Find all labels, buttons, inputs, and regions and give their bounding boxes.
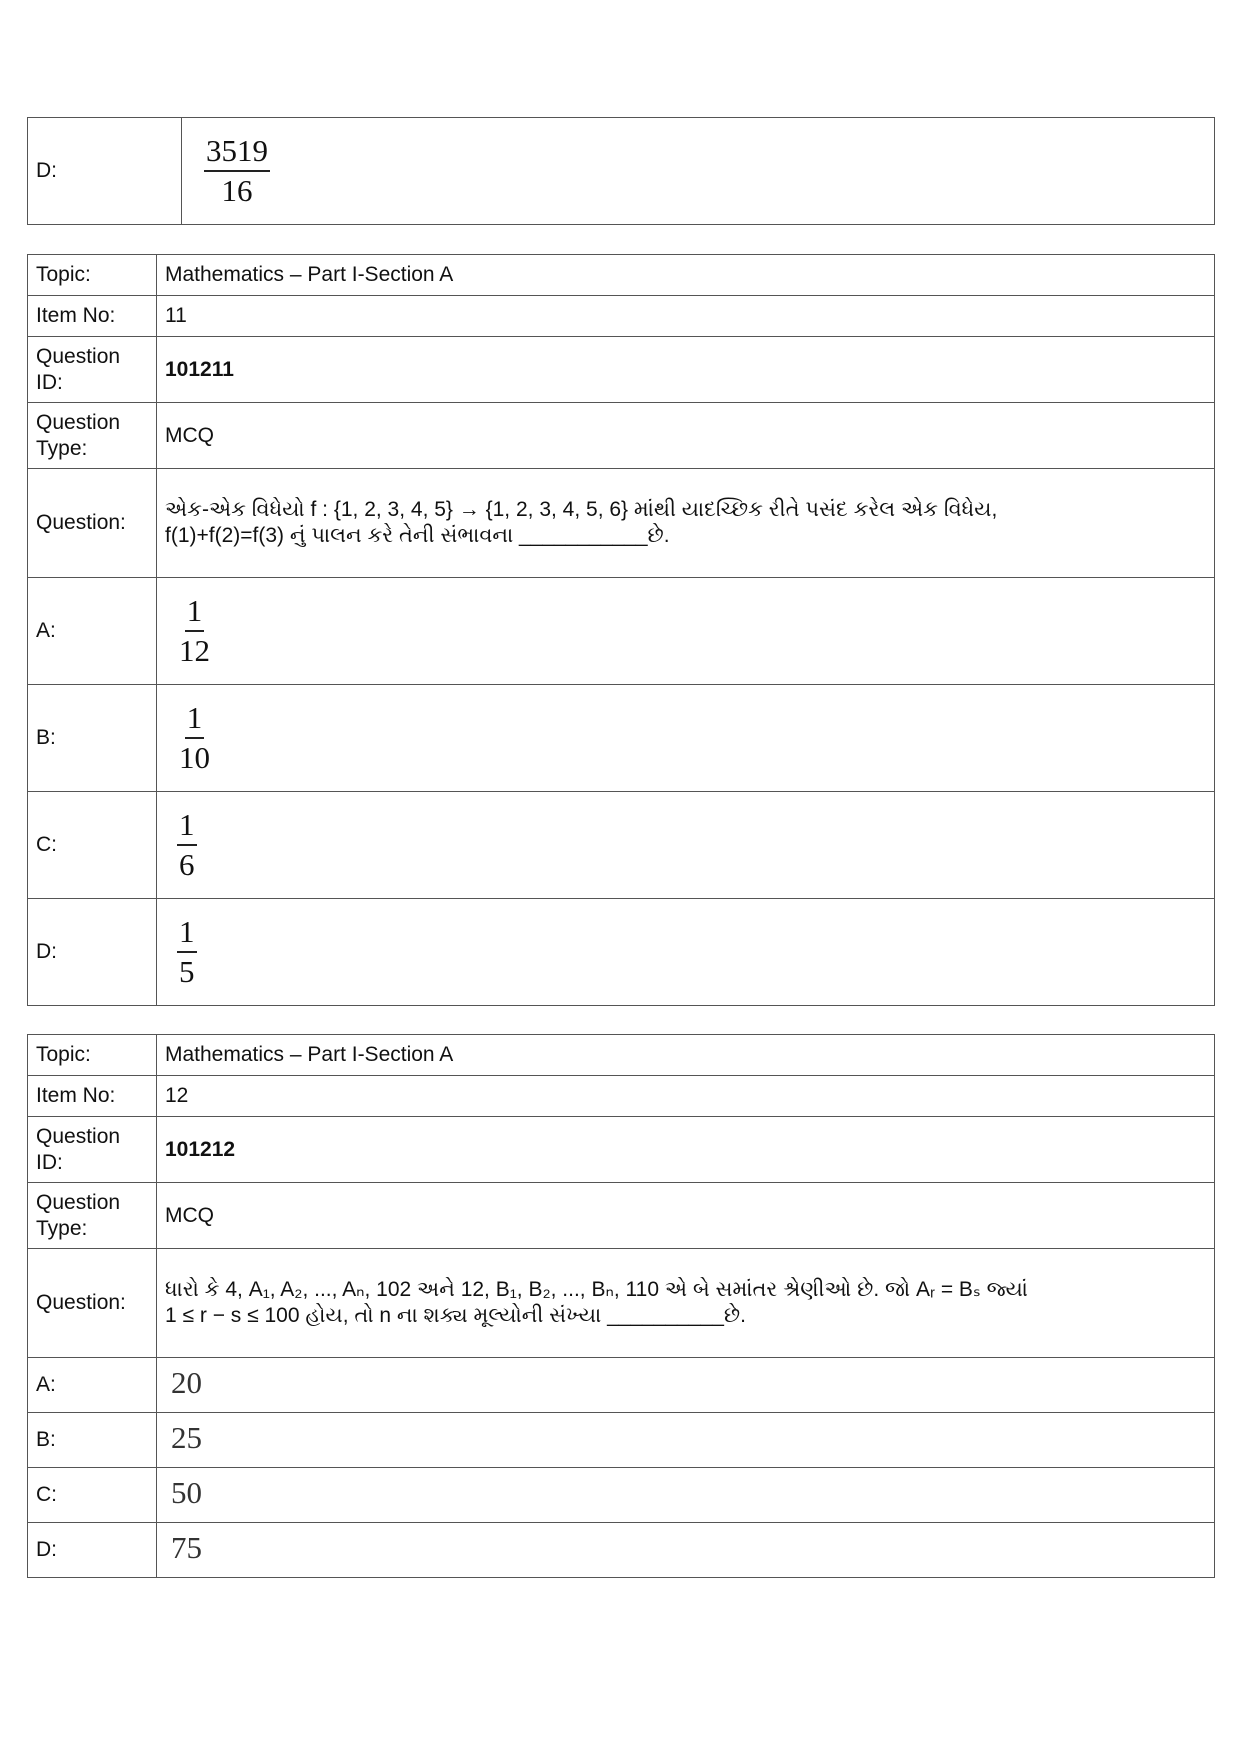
option-b-label: B:: [28, 685, 157, 792]
fraction-numerator: 1: [185, 701, 205, 739]
option-a-number: 20: [171, 1365, 202, 1400]
item-no-value: 12: [157, 1076, 1215, 1117]
option-d-label: D:: [28, 118, 182, 225]
option-a-value: [157, 578, 1215, 685]
option-c-value: [157, 1468, 1215, 1523]
option-d-label: D:: [28, 899, 157, 1006]
fraction-numerator: 1: [177, 808, 197, 846]
option-c-label: C:: [28, 1468, 157, 1523]
question-table-item-12: [27, 1034, 1215, 1578]
option-b-label: B:: [28, 1413, 157, 1468]
item-no-label: Item No:: [28, 1076, 157, 1117]
option-d-value: [157, 1523, 1215, 1578]
question-text: [157, 1249, 1215, 1358]
fraction-numerator: 3519: [204, 134, 270, 172]
question-table-item-11: [27, 254, 1215, 1006]
topic-value: Mathematics – Part I-Section A: [157, 255, 1215, 296]
fraction-denominator: 12: [179, 633, 210, 668]
option-d-number: 75: [171, 1530, 202, 1565]
option-c-number: 50: [171, 1475, 202, 1510]
option-c-label: C:: [28, 792, 157, 899]
item-no-label: Item No:: [28, 296, 157, 337]
question-type-value: MCQ: [157, 1183, 1215, 1249]
item-no-value: 11: [157, 296, 1215, 337]
option-a-value: [157, 1358, 1215, 1413]
question-label: Question:: [28, 469, 157, 578]
option-c-fraction: [177, 808, 197, 882]
option-a-fraction: [177, 594, 212, 668]
question-line-1: ધારો કે 4, A₁, A₂, ..., Aₙ, 102 અને 12, B₁, B₂, ..., Bₙ, 110 એ બે સમાંતર શ્રેણીઓ છે. જો Aᵣ = Bₛ જ્યાં: [165, 1278, 1028, 1301]
option-b-value: [157, 685, 1215, 792]
topic-label: Topic:: [28, 1035, 157, 1076]
question-id-label: Question ID:: [28, 1117, 157, 1183]
topic-label: Topic:: [28, 255, 157, 296]
question-type-label: Question Type:: [28, 403, 157, 469]
fraction-numerator: 1: [177, 915, 197, 953]
option-d-value: [157, 899, 1215, 1006]
option-d-value: [182, 118, 1215, 225]
option-a-label: A:: [28, 578, 157, 685]
option-c-value: [157, 792, 1215, 899]
question-line-2: 1 ≤ r − s ≤ 100 હોય, તો n ના શક્ય મૂલ્યોની સંખ્યા __________છે.: [165, 1304, 746, 1327]
question-line-2: f(1)+f(2)=f(3) નું પાલન કરે તેની સંભાવના ___________છે.: [165, 524, 670, 547]
option-b-fraction: [177, 701, 212, 775]
previous-question-table: [27, 117, 1215, 225]
option-d-fraction: [204, 134, 270, 208]
question-id-value: 101212: [157, 1117, 1215, 1183]
fraction-denominator: 16: [221, 173, 253, 208]
question-type-value: MCQ: [157, 403, 1215, 469]
question-line-1: એક-એક વિધેયો f : {1, 2, 3, 4, 5} → {1, 2, 3, 4, 5, 6} માંથી યાદચ્છિક રીતે પસંદ કરેલ એક વિધેય,: [165, 498, 998, 521]
question-id-label: Question ID:: [28, 337, 157, 403]
topic-value: Mathematics – Part I-Section A: [157, 1035, 1215, 1076]
question-text: [157, 469, 1215, 578]
question-id-value: 101211: [157, 337, 1215, 403]
fraction-numerator: 1: [185, 594, 205, 632]
option-d-label: D:: [28, 1523, 157, 1578]
question-label: Question:: [28, 1249, 157, 1358]
option-a-label: A:: [28, 1358, 157, 1413]
option-d-fraction: [177, 915, 197, 989]
option-b-value: [157, 1413, 1215, 1468]
fraction-denominator: 10: [179, 740, 210, 775]
option-b-number: 25: [171, 1420, 202, 1455]
question-type-label: Question Type:: [28, 1183, 157, 1249]
fraction-denominator: 6: [179, 847, 195, 882]
fraction-denominator: 5: [179, 954, 195, 989]
